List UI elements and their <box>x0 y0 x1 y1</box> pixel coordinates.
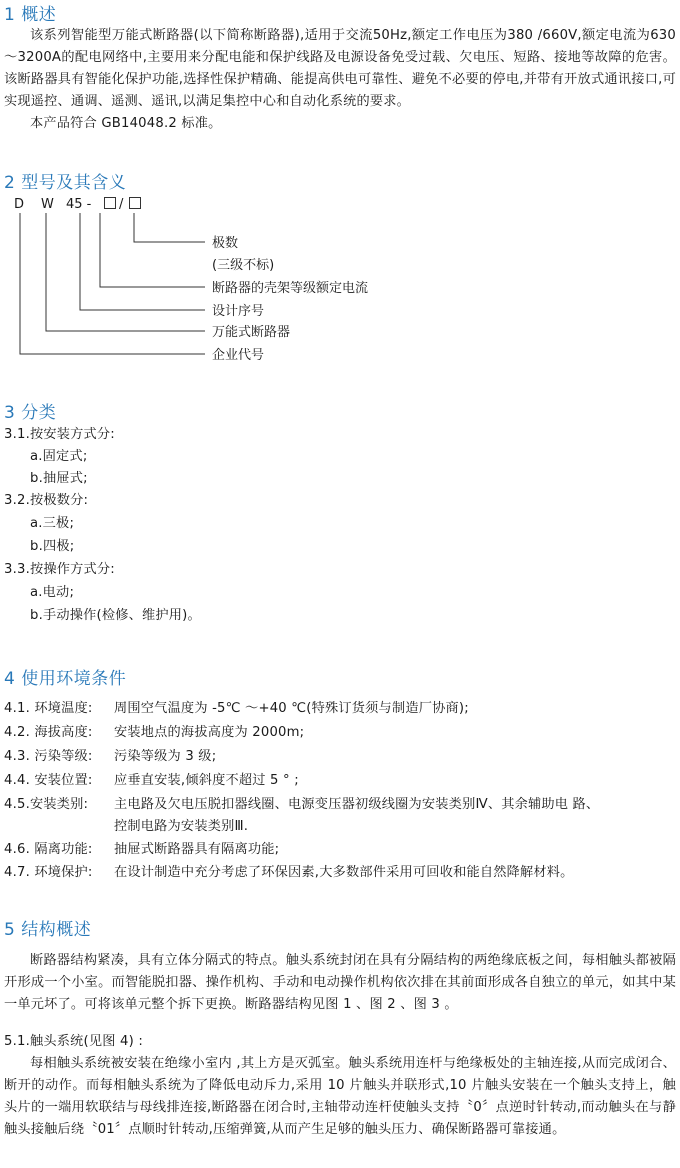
env-item <box>4 746 217 768</box>
label-frame-current: 断路器的壳架等级额定电流 <box>212 281 369 296</box>
env-item <box>4 722 305 744</box>
env-key: 4.5.安装类别: <box>4 797 89 812</box>
section-5-1-paragraph: 每相触头系统被安装在绝缘小室内 ,其上方是灭弧室。触头系统用连杆与绝缘板处的主轴连接,从而完成闭合、断开的动作。而每相触头系统为了降低电动斥力,采用 10 片触头并联形式,10 片触头安装在一个触头支持上，触头片的一端用软联结与母线排连接,断路器在闭合时,主轴带动连杆使触头支持〝0〞点逆时针转动,而动触头在与静触头接触后绕〝01〞点顺时针转动,压缩弹簧,从而产生足够的触头压力、确保断路器可靠接通。 <box>4 1056 676 1137</box>
label-poles: 极数 <box>212 236 239 251</box>
section-1-standard: 本产品符合 GB14048.2 标准。 <box>30 116 222 131</box>
env-value: 安装地点的海拔高度为 2000m; <box>114 725 305 740</box>
code-45: 45 - <box>66 197 92 212</box>
label-three-pole-note: (三级不标) <box>212 258 275 273</box>
env-key: 4.4. 安装位置: <box>4 773 93 788</box>
class-3-2-a: a.三极; <box>30 516 75 531</box>
label-design-number: 设计序号 <box>212 304 265 319</box>
env-key: 4.2. 海拔高度: <box>4 725 93 740</box>
class-3-1-b: b.抽屉式; <box>30 471 88 486</box>
section-5-title: 5 结构概述 <box>4 920 92 940</box>
env-key: 4.1. 环境温度: <box>4 701 93 716</box>
model-diagram-lines <box>0 0 680 380</box>
env-item <box>4 794 600 816</box>
section-1-paragraph: 该系列智能型万能式断路器(以下简称断路器),适用于交流50Hz,额定工作电压为380 /660V,额定电流为630～3200A的配电网络中,主要用来分配电能和保护线路及电源设备免受过载、欠电压、短路、接地等故障的危害。该断路器具有智能化保护功能,选择性保护精确、能提高供电可靠性、避免不必要的停电,并带有开放式通讯接口,可实现遥控、通调、遥测、遥讯,以满足集控中心和自动化系统的要求。 <box>4 28 676 109</box>
env-value: 污染等级为 3 级; <box>114 749 217 764</box>
env-key: 4.3. 污染等级: <box>4 749 93 764</box>
section-5-1-title: 5.1.触头系统(见图 4) : <box>4 1034 143 1049</box>
class-3-2-b: b.四极; <box>30 539 75 554</box>
env-value: 抽屉式断路器具有隔离功能; <box>114 842 280 857</box>
class-3-1: 3.1.按安装方式分: <box>4 427 115 442</box>
env-value: 周围空气温度为 -5℃ ～+40 ℃(特殊订货须与制造厂协商); <box>114 701 469 716</box>
label-company-code: 企业代号 <box>212 348 265 363</box>
code-slash: / <box>119 197 124 212</box>
class-3-1-a: a.固定式; <box>30 449 88 464</box>
env-key: 4.6. 隔离功能: <box>4 842 93 857</box>
section-3-title: 3 分类 <box>4 403 57 423</box>
class-3-3-a: a.电动; <box>30 585 75 600</box>
section-4-title: 4 使用环境条件 <box>4 669 127 689</box>
label-universal-breaker: 万能式断路器 <box>212 325 291 340</box>
class-3-3-b: b.手动操作(检修、维护用)。 <box>30 608 201 623</box>
env-item <box>4 839 280 861</box>
class-3-2: 3.2.按极数分: <box>4 493 89 508</box>
section-2-title: 2 型号及其含义 <box>4 173 127 193</box>
env-value: 应垂直安装,倾斜度不超过 5 ° ; <box>114 773 299 788</box>
code-w: W <box>41 197 54 212</box>
env-value: 主电路及欠电压脱扣器线圈、电源变压器初级线圈为安装类别Ⅳ、其余辅助电 路、 <box>114 797 600 812</box>
env-value-continued: 控制电路为安装类别Ⅲ. <box>114 819 249 834</box>
env-item <box>4 862 574 884</box>
section-1-title: 1 概述 <box>4 5 57 25</box>
class-3-3: 3.3.按操作方式分: <box>4 562 115 577</box>
env-value: 在设计制造中充分考虑了环保因素,大多数部件采用可回收和能自然降解材料。 <box>114 865 574 880</box>
env-item <box>4 770 299 792</box>
section-5-paragraph: 断路器结构紧凑，具有立体分隔式的特点。触头系统封闭在具有分隔结构的两绝缘底板之间，每相触头都被隔开形成一个小室。而智能脱扣器、操作机构、手动和电动操作机构依次排在其前面形成各自独立的单元，如其中某一单元坏了。可将该单元整个拆下更换。断路器结构见图 1 、图 2 、图 3 。 <box>4 953 676 1012</box>
env-key: 4.7. 环境保护: <box>4 865 93 880</box>
env-item <box>4 698 469 720</box>
code-d: D <box>14 197 25 212</box>
